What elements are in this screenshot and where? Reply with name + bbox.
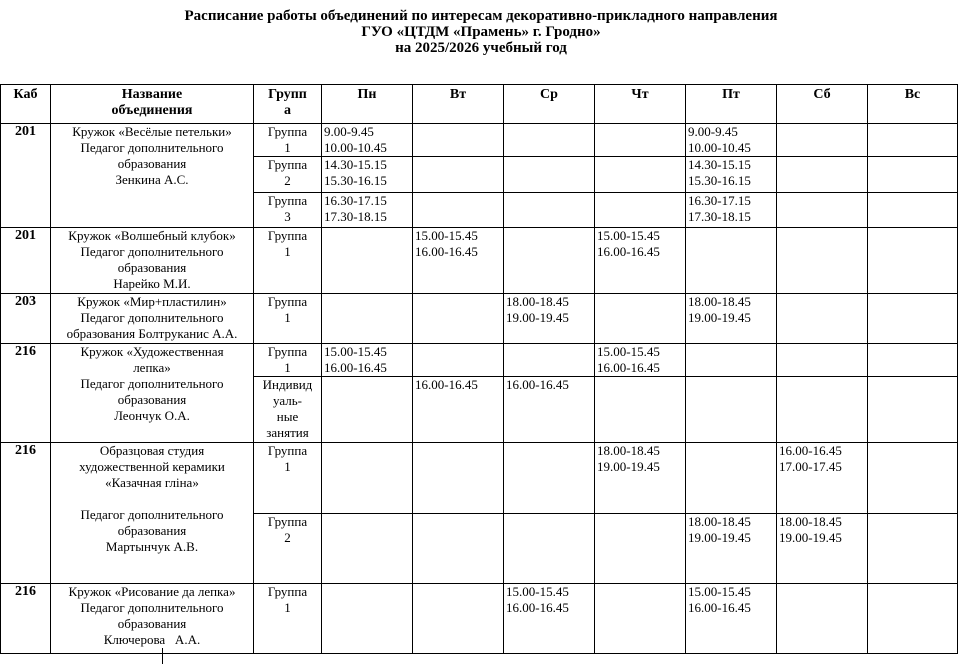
table-row xyxy=(1,294,958,344)
group-label: Группа 2 xyxy=(254,514,322,584)
header-group: Групп а xyxy=(254,85,322,124)
time-cell: 16.00-16.45 17.00-17.45 xyxy=(777,443,868,514)
time-cell: 16.00-16.45 xyxy=(504,377,595,443)
group-label: Группа 1 xyxy=(254,443,322,514)
header-wed: Ср xyxy=(504,85,595,124)
time-cell: 14.30-15.15 15.30-16.15 xyxy=(322,157,413,193)
text-cursor xyxy=(162,648,163,664)
cab-number: 203 xyxy=(1,294,51,344)
time-cell: 9.00-9.45 10.00-10.45 xyxy=(686,124,777,157)
group-label: Группа 1 xyxy=(254,124,322,157)
schedule-table xyxy=(0,84,958,654)
time-cell: 18.00-18.45 19.00-19.45 xyxy=(595,443,686,514)
header-kab: Каб xyxy=(1,85,51,124)
cab-number: 201 xyxy=(1,124,51,228)
cab-number: 201 xyxy=(1,228,51,294)
header-row xyxy=(1,85,958,124)
cab-number: 216 xyxy=(1,443,51,584)
club-name: Кружок «Весёлые петельки» Педагог дополнительного образования Зенкина А.С. xyxy=(51,124,254,228)
group-label: Группа 2 xyxy=(254,157,322,193)
time-cell: 18.00-18.45 19.00-19.45 xyxy=(504,294,595,344)
club-name: Образцовая студия художественной керамики «Казачная гліна» Педагог дополнительного образования Мартынчук А.В. xyxy=(51,443,254,584)
group-label: Группа 1 xyxy=(254,584,322,654)
club-name: Кружок «Рисование да лепка» Педагог дополнительного образования Ключерова А.А. xyxy=(51,584,254,654)
table-row xyxy=(1,228,958,294)
time-cell: 18.00-18.45 19.00-19.45 xyxy=(777,514,868,584)
time-cell: 15.00-15.45 16.00-16.45 xyxy=(504,584,595,654)
header-thu: Чт xyxy=(595,85,686,124)
table-row xyxy=(1,443,958,514)
title-line-1: Расписание работы объединений по интересам декоративно-прикладного направления xyxy=(184,8,778,24)
header-tue: Вт xyxy=(413,85,504,124)
group-label: Группа 1 xyxy=(254,344,322,377)
document-title xyxy=(0,8,962,56)
header-mon: Пн xyxy=(322,85,413,124)
time-cell: 16.30-17.15 17.30-18.15 xyxy=(686,193,777,228)
time-cell: 16.30-17.15 17.30-18.15 xyxy=(322,193,413,228)
table-row xyxy=(1,344,958,377)
time-cell: 18.00-18.45 19.00-19.45 xyxy=(686,514,777,584)
time-cell: 16.00-16.45 xyxy=(413,377,504,443)
table-row xyxy=(1,584,958,654)
header-fri: Пт xyxy=(686,85,777,124)
table-row xyxy=(1,124,958,157)
time-cell: 15.00-15.45 16.00-16.45 xyxy=(686,584,777,654)
group-label: Группа 1 xyxy=(254,294,322,344)
group-label: Индивид уаль- ные занятия xyxy=(254,377,322,443)
header-sun: Вс xyxy=(868,85,958,124)
time-cell: 9.00-9.45 10.00-10.45 xyxy=(322,124,413,157)
club-name: Кружок «Художественная лепка» Педагог дополнительного образования Леончук О.А. xyxy=(51,344,254,443)
title-line-2: ГУО «ЦТДМ «Прамень» г. Гродно» xyxy=(361,24,601,40)
title-line-3: на 2025/2026 учебный год xyxy=(395,40,567,56)
time-cell: 15.00-15.45 16.00-16.45 xyxy=(413,228,504,294)
time-cell: 18.00-18.45 19.00-19.45 xyxy=(686,294,777,344)
group-label: Группа 3 xyxy=(254,193,322,228)
cab-number: 216 xyxy=(1,584,51,654)
group-label: Группа 1 xyxy=(254,228,322,294)
header-name: Название объединения xyxy=(51,85,254,124)
time-cell: 15.00-15.45 16.00-16.45 xyxy=(595,228,686,294)
cab-number: 216 xyxy=(1,344,51,443)
club-name: Кружок «Волшебный клубок» Педагог дополнительного образования Нарейко М.И. xyxy=(51,228,254,294)
club-name: Кружок «Мир+пластилин» Педагог дополнительного образования Болтруканис А.А. xyxy=(51,294,254,344)
time-cell: 15.00-15.45 16.00-16.45 xyxy=(322,344,413,377)
header-sat: Сб xyxy=(777,85,868,124)
time-cell: 14.30-15.15 15.30-16.15 xyxy=(686,157,777,193)
time-cell: 15.00-15.45 16.00-16.45 xyxy=(595,344,686,377)
